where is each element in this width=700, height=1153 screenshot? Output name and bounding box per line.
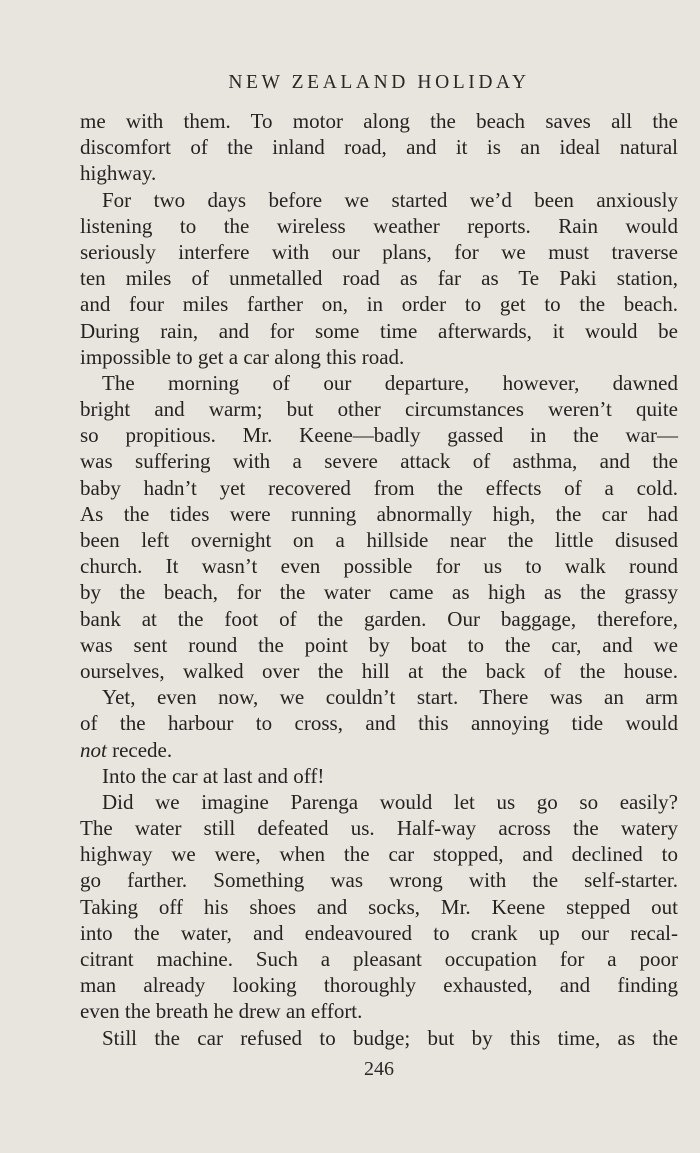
italic-word: not bbox=[80, 737, 107, 762]
text-line: discomfort of the inland road, and it is an ideal natural bbox=[80, 135, 678, 160]
text-line: As the tides were running abnormally high, the car had bbox=[80, 501, 678, 526]
text-line: ourselves, walked over the hill at the back of the house. bbox=[80, 658, 678, 683]
text-line: highway we were, when the car stopped, and declined to bbox=[80, 842, 678, 867]
text-line: The water still defeated us. Half-way across the watery bbox=[80, 816, 678, 841]
running-head: NEW ZEALAND HOLIDAY bbox=[228, 72, 530, 93]
text-line: of the harbour to cross, and this annoying tide would bbox=[80, 711, 678, 736]
paragraph-first-line: Did we imagine Parenga would let us go so easily? bbox=[102, 789, 678, 814]
text-line: listening to the wireless weather reports. Rain would bbox=[80, 213, 678, 238]
text-line: impossible to get a car along this road. bbox=[80, 344, 405, 369]
text-line: was suffering with a severe attack of asthma, and the bbox=[80, 449, 678, 474]
text-line: go farther. Something was wrong with the self-starter. bbox=[80, 868, 678, 893]
text-line: and four miles farther on, in order to get to the beach. bbox=[80, 292, 678, 317]
text-line: ten miles of unmetalled road as far as Te Paki station, bbox=[80, 266, 678, 291]
text-line: seriously interfere with our plans, for we must traverse bbox=[80, 239, 678, 264]
text-run: recede. bbox=[106, 737, 173, 762]
paragraph-first-line: For two days before we started we’d been anxiously bbox=[102, 187, 678, 212]
text-line: me with them. To motor along the beach saves all the bbox=[80, 109, 678, 133]
text-line: church. It wasn’t even possible for us to walk round bbox=[80, 554, 678, 579]
text-line: baby hadn’t yet recovered from the effects of a cold. bbox=[80, 475, 678, 500]
text-line: been left overnight on a hillside near the little disused bbox=[80, 528, 678, 552]
text-line: by the beach, for the water came as high as the grassy bbox=[80, 580, 678, 605]
body-text bbox=[80, 108, 678, 1051]
paragraph-first-line: Still the car refused to budge; but by this time, as the bbox=[102, 1025, 678, 1050]
paragraph-first-line: Yet, even now, we couldn’t start. There was an arm bbox=[102, 685, 678, 710]
text-line bbox=[80, 737, 678, 763]
text-line: even the breath he drew an effort. bbox=[80, 999, 363, 1024]
text-line: bank at the foot of the garden. Our baggage, therefore, bbox=[80, 606, 678, 631]
text-line: Taking off his shoes and socks, Mr. Keene stepped out bbox=[80, 894, 678, 919]
text-line: man already looking thoroughly exhausted, and finding bbox=[80, 973, 678, 998]
paragraph-first-line: The morning of our departure, however, dawned bbox=[102, 370, 678, 395]
text-line: highway. bbox=[80, 161, 157, 186]
text-line: so propitious. Mr. Keene—badly gassed in the war— bbox=[80, 423, 678, 448]
text-line: bright and warm; but other circumstances weren’t quite bbox=[80, 397, 678, 422]
text-line: into the water, and endeavoured to crank up our recal- bbox=[80, 920, 678, 945]
text-line: was sent round the point by boat to the car, and we bbox=[80, 632, 678, 657]
page-number: 246 bbox=[364, 1058, 394, 1080]
text-line: During rain, and for some time afterwards, it would be bbox=[80, 318, 678, 343]
text-line: citrant machine. Such a pleasant occupation for a poor bbox=[80, 947, 678, 971]
paragraph-first-line: Into the car at last and off! bbox=[102, 763, 325, 788]
